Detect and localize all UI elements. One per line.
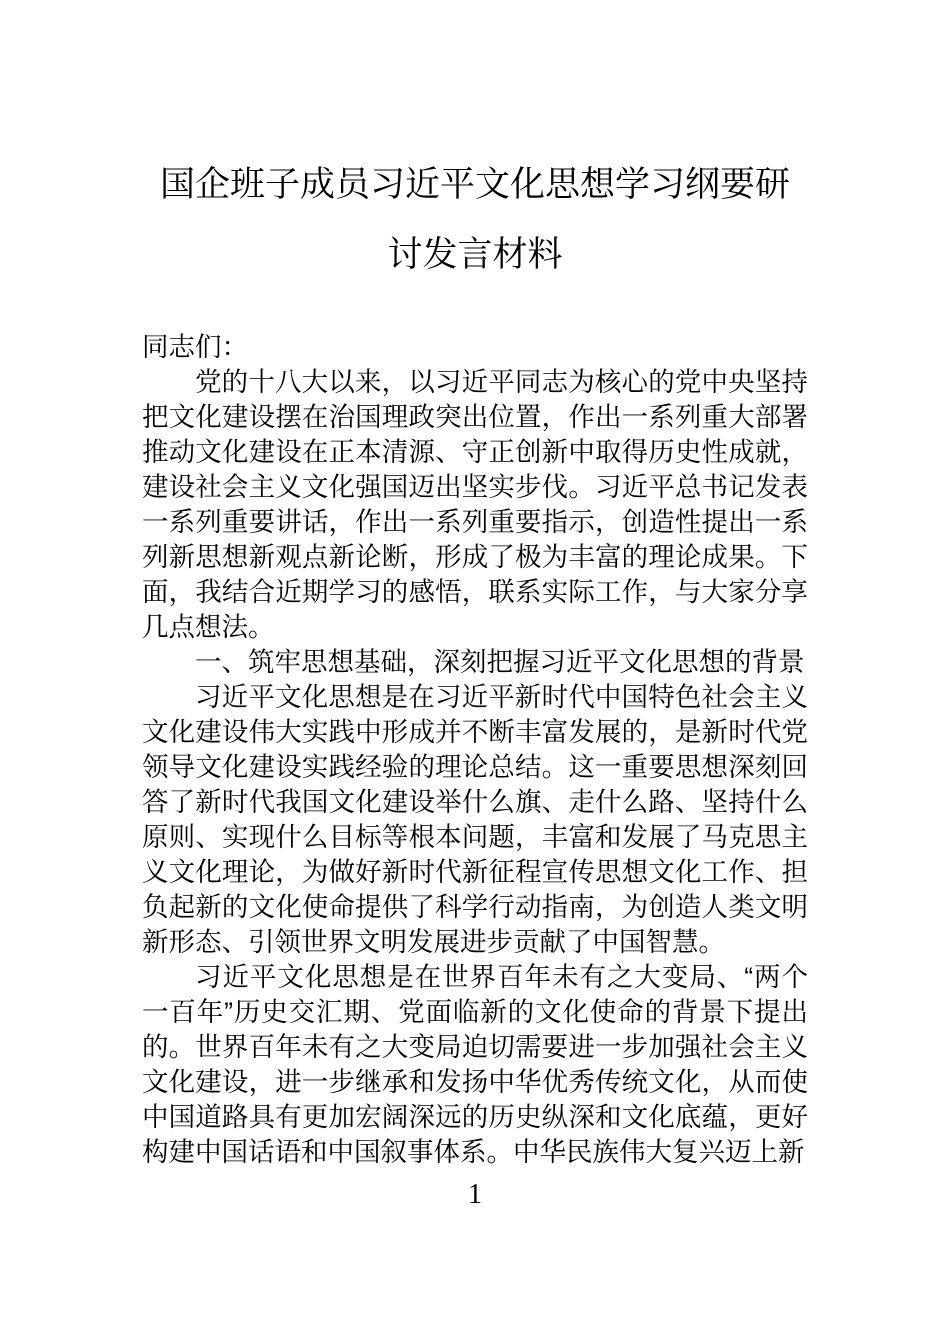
document-title: 国企班子成员习近平文化思想学习纲要研讨发言材料 <box>159 165 790 274</box>
paragraph-background: 习近平文化思想是在世界百年未有之大变局、“两个一百年”历史交汇期、党面临新的文化使命的背景下提出的。世界百年未有之大变局迫切需要进一步加强社会主义文化建设，进一步继承和发扬中华优秀传统文化，从而使中国道路具有更加宏阔深远的历史纵深和文化底蕴，更好构建中国话语和中国叙事体系。中华民族伟大复兴迈上新 <box>142 962 808 1167</box>
document-body <box>142 330 808 1170</box>
page-number: 1 <box>468 1179 482 1210</box>
paragraph-thought-origin: 习近平文化思想是在习近平新时代中国特色社会主义文化建设伟大实践中形成并不断丰富发展的，是新时代党领导文化建设实践经验的理论总结。这一重要思想深刻回答了新时代我国文化建设举什么旗、走什么路、坚持什么原则、实现什么目标等根本问题，丰富和发展了马克思主义文化理论，为做好新时代新征程宣传思想文化工作、担负起新的文化使命提供了科学行动指南，为创造人类文明新形态、引领世界文明发展进步贡献了中国智慧。 <box>142 682 808 957</box>
section-heading-1: 一、筑牢思想基础，深刻把握习近平文化思想的背景 <box>195 647 805 677</box>
salutation: 同志们： <box>142 332 248 362</box>
paragraph-intro: 党的十八大以来，以习近平同志为核心的党中央坚持把文化建设摆在治国理政突出位置，作出一系列重大部署推动文化建设在正本清源、守正创新中取得历史性成就，建设社会主义文化强国迈出坚实步伐。习近平总书记发表一系列重要讲话，作出一系列重要指示，创造性提出一系列新思想新观点新论断，形成了极为丰富的理论成果。下面，我结合近期学习的感悟，联系实际工作，与大家分享几点想法。 <box>142 367 808 642</box>
